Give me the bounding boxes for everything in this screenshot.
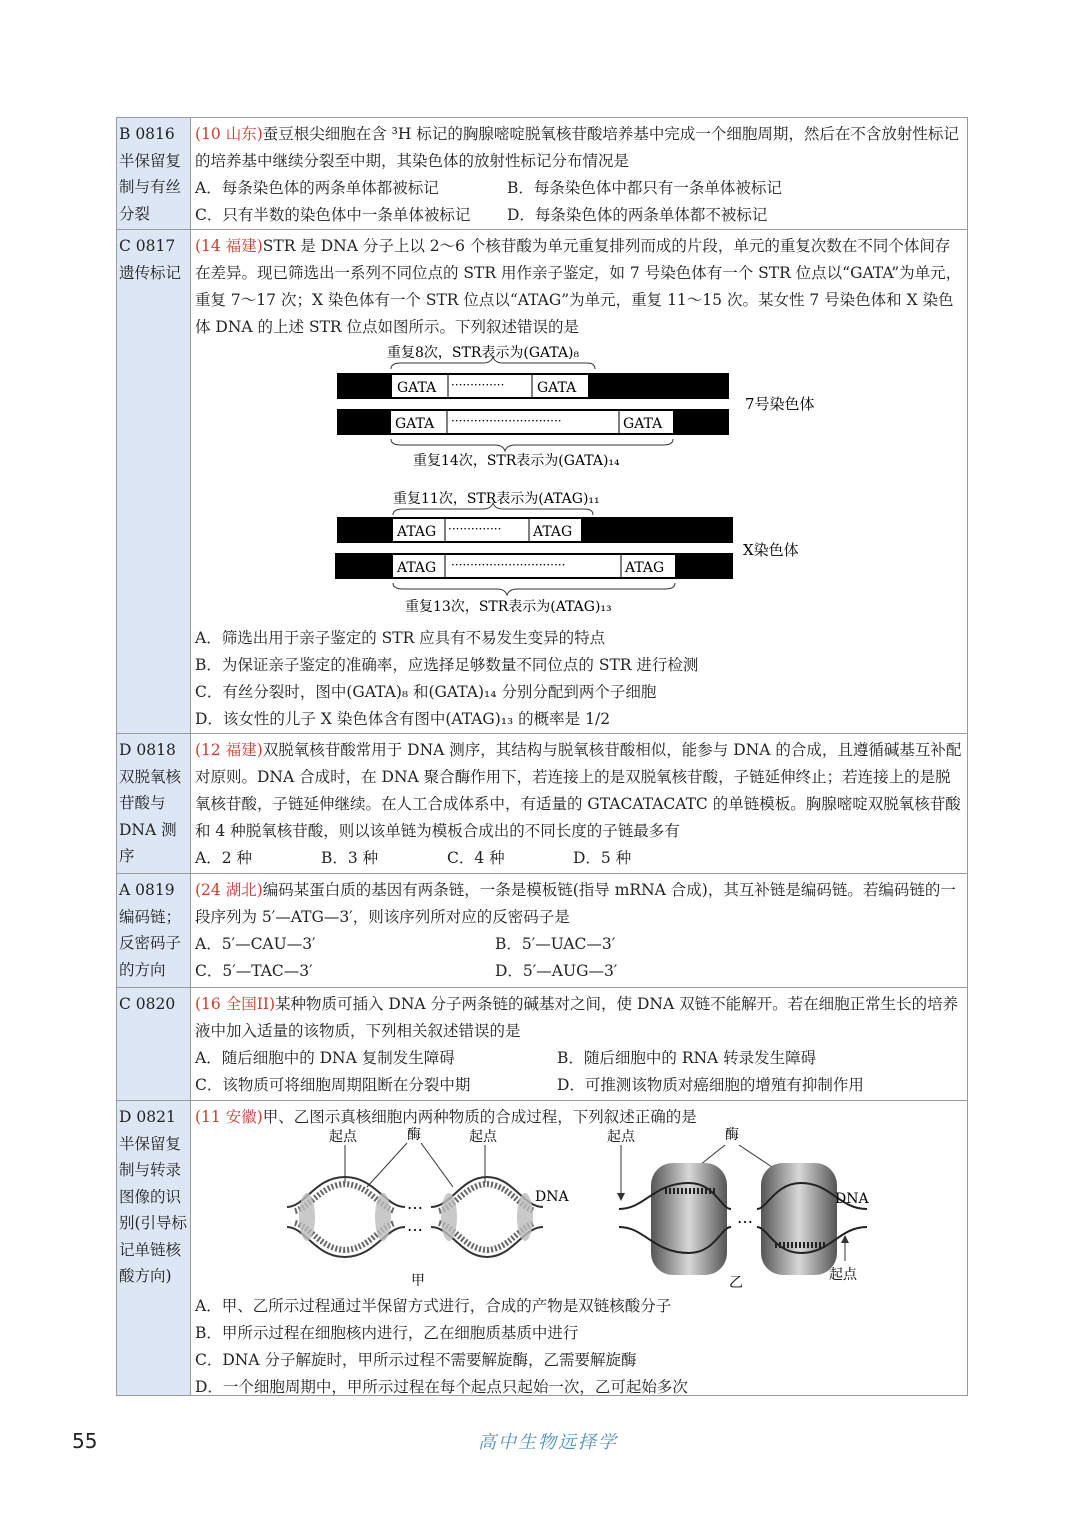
unit-gata: GATA [397, 380, 437, 396]
answer-cell [117, 734, 191, 873]
brace [393, 583, 675, 595]
answer-cell [117, 988, 191, 1100]
answer-cell [117, 118, 191, 229]
unit-gata: GATA [623, 416, 663, 432]
question-source: (14 福建) [195, 237, 263, 255]
answer-label: A 0819 [119, 881, 175, 899]
option-b: B．甲所示过程在细胞核内进行，乙在细胞质基质中进行 [195, 1324, 579, 1342]
answer-label: D 0821 [119, 1108, 176, 1126]
question-body [191, 734, 967, 873]
dots: ·············· [448, 522, 502, 536]
topic-line: 反密码子 [119, 934, 182, 952]
enzyme-body [761, 1163, 837, 1275]
topic-line: 的方向 [119, 960, 166, 979]
answer-cell [117, 1101, 191, 1395]
topic-line: 遗传标记 [119, 263, 182, 282]
dots: ····························· [451, 414, 562, 428]
enzyme-label: 酶 [725, 1127, 739, 1143]
chromosome-x-label: X染色体 [743, 541, 799, 559]
origin-label: 起点 [607, 1129, 635, 1145]
topic-line: DNA 测序 [119, 820, 177, 865]
question-source: (11 安徽) [195, 1108, 263, 1126]
option-a: A．5′—CAU—3′ [195, 935, 316, 953]
topic-line: 制与转录 [119, 1161, 182, 1179]
dots: ·············· [451, 378, 505, 392]
label-gata8: 重复8次，STR表示为(GATA)₈ [387, 345, 580, 361]
topic-line: 分裂 [119, 204, 151, 223]
topic-line: 别(引导标 [119, 1214, 188, 1232]
option-c: C．4 种 [447, 849, 505, 867]
question-row-0819 [117, 874, 967, 988]
dots: ······························ [451, 558, 566, 572]
option-b: B．3 种 [321, 849, 379, 867]
label-atag13: 重复13次，STR表示为(ATAG)₁₃ [405, 599, 612, 615]
option-c: C．5′—TAC—3′ [195, 962, 313, 980]
replication-diagram [195, 1127, 955, 1289]
question-row-0818 [117, 734, 967, 874]
question-stem: STR 是 DNA 分子上以 2～6 个核苷酸为单元重复排列而成的片段，单元的重复次数在不同个体间存在差异。现已筛选出一系列不同位点的 STR 用作亲子鉴定，如 7 号染色体有一个 STR 位点以“GATA”为单元，重复 7～17 次；X 染色体有一个 STR 位点以“ATAG”为单元，重复 11～15 次。某女性 7 号染色体和 X 染色体 DNA 的上述 STR 位点如图所示。下列叙述错误的是 [195, 237, 962, 336]
dna-label: DNA [835, 1191, 869, 1207]
options [195, 845, 963, 872]
origin-label: 起点 [329, 1129, 357, 1145]
ellipsis: … [407, 1194, 423, 1213]
brace [391, 439, 673, 451]
label-atag11: 重复11次，STR表示为(ATAG)₁₁ [393, 491, 600, 507]
answer-label: C 0817 [119, 237, 176, 255]
answer-label: C 0820 [119, 995, 176, 1013]
topic-line: 苷酸与 [119, 794, 166, 812]
topic-line: 酸方向) [119, 1267, 172, 1285]
question-source: (24 湖北) [195, 881, 263, 899]
replication-figure [195, 1127, 963, 1293]
option-a: A．2 种 [195, 849, 252, 867]
topic-line: 记单链核 [119, 1240, 182, 1259]
option-d: D．该女性的儿子 X 染色体含有图中(ATAG)₁₃ 的概率是 1/2 [195, 710, 611, 728]
question-body [191, 988, 967, 1100]
topic-line: 半保留复 [119, 1134, 182, 1153]
options [195, 931, 963, 985]
question-body [191, 118, 967, 229]
option-c: C．只有半数的染色体中一条单体被标记 [195, 206, 471, 224]
figure-jia-label: 甲 [411, 1273, 425, 1289]
question-body [191, 1101, 967, 1395]
question-stem: 甲、乙图示真核细胞内两种物质的合成过程，下列叙述正确的是 [262, 1108, 697, 1126]
dna-label: DNA [535, 1189, 569, 1205]
origin-label: 起点 [829, 1267, 857, 1283]
unit-atag: ATAG [397, 560, 437, 576]
option-c: C．有丝分裂时，图中(GATA)₈ 和(GATA)₁₄ 分别分配到两个子细胞 [195, 683, 657, 701]
question-row-0820 [117, 988, 967, 1101]
str-figure [195, 341, 963, 625]
question-source: (10 山东) [195, 125, 263, 143]
option-c: C．该物质可将细胞周期阻断在分裂中期 [195, 1076, 471, 1094]
options [195, 1045, 963, 1099]
topic-line: 编码链； [119, 907, 182, 926]
option-b: B．每条染色体中都只有一条单体被标记 [507, 179, 782, 197]
option-a: A．随后细胞中的 DNA 复制发生障碍 [195, 1049, 455, 1067]
option-b: B．随后细胞中的 RNA 转录发生障碍 [557, 1049, 817, 1067]
question-row-0821 [117, 1101, 967, 1396]
chromosome-7-label: 7号染色体 [745, 395, 815, 413]
option-d: D．5′—AUG—3′ [495, 962, 618, 980]
option-c: C．DNA 分子解旋时，甲所示过程不需要解旋酶，乙需要解旋酶 [195, 1351, 637, 1369]
unit-gata: GATA [537, 380, 577, 396]
enzyme-body [651, 1163, 727, 1275]
option-a: A．筛选出用于亲子鉴定的 STR 应具有不易发生变异的特点 [195, 629, 606, 647]
answer-cell [117, 874, 191, 987]
option-b: B．5′—UAC—3′ [495, 935, 616, 953]
question-stem: 双脱氧核苷酸常用于 DNA 测序，其结构与脱氧核苷酸相似，能参与 DNA 的合成，且遵循碱基互补配对原则。DNA 合成时，在 DNA 聚合酶作用下，若连接上的是双脱氧核苷酸，子链延伸终止；若连接上的是脱氧核苷酸，子链延伸继续。在人工合成体系中，有适量的 GTACATACATC 的单链模板。胸腺嘧啶双脱氧核苷酸和 4 种脱氧核苷酸，则以该单链为模板合成出的不同长度的子链最多有 [195, 741, 962, 840]
figure-yi-label: 乙 [729, 1275, 743, 1289]
page-number: 55 [72, 1429, 98, 1453]
option-a: A．甲、乙所示过程通过半保留方式进行，合成的产物是双链核酸分子 [195, 1297, 672, 1315]
option-d: D．一个细胞周期中，甲所示过程在每个起点只起始一次，乙可起始多次 [195, 1378, 688, 1396]
topic-line: 图像的识 [119, 1187, 182, 1206]
question-row-0817 [117, 230, 967, 734]
str-diagram [195, 341, 955, 625]
option-d: D．每条染色体的两条单体都不被标记 [507, 206, 768, 224]
question-stem: 某种物质可插入 DNA 分子两条链的碱基对之间，使 DNA 双链不能解开。若在细胞正常生长的培养液中加入适量的该物质，下列相关叙述错误的是 [195, 995, 959, 1040]
ellipsis: … [737, 1208, 753, 1227]
answer-label: D 0818 [119, 741, 176, 759]
unit-atag: ATAG [533, 524, 573, 540]
topic-line: 半保留复 [119, 151, 182, 170]
label-gata14: 重复14次，STR表示为(GATA)₁₄ [413, 453, 620, 469]
option-a: A．每条染色体的两条单体都被标记 [195, 179, 439, 197]
brand-watermark: 高中生物远择学 [478, 1432, 618, 1453]
unit-atag: ATAG [625, 560, 665, 576]
unit-gata: GATA [395, 416, 435, 432]
options [195, 175, 963, 229]
question-source: (16 全国II) [195, 995, 275, 1013]
question-body [191, 874, 967, 987]
answer-label: B 0816 [119, 125, 175, 143]
ellipsis: … [407, 1216, 423, 1235]
topic-line: 双脱氧核 [119, 767, 182, 786]
option-d: D．5 种 [573, 849, 632, 867]
answer-cell [117, 230, 191, 733]
question-stem: 编码某蛋白质的基因有两条链，一条是模板链(指导 mRNA 合成)，其互补链是编码链。若编码链的一段序列为 5′—ATG—3′，则该序列所对应的反密码子是 [195, 881, 956, 926]
enzyme-label: 酶 [407, 1127, 421, 1143]
question-table [116, 117, 968, 1396]
question-source: (12 福建) [195, 741, 263, 759]
option-d: D．可推测该物质对癌细胞的增殖有抑制作用 [557, 1076, 864, 1094]
question-body [191, 230, 967, 733]
unit-atag: ATAG [397, 524, 437, 540]
topic-line: 制与有丝 [119, 178, 182, 196]
origin-label: 起点 [469, 1129, 497, 1145]
question-stem: 蚕豆根尖细胞在含 ³H 标记的胸腺嘧啶脱氧核苷酸培养基中完成一个细胞周期，然后在不含放射性标记的培养基中继续分裂至中期，其染色体的放射性标记分布情况是 [195, 125, 959, 170]
option-b: B．为保证亲子鉴定的准确率，应选择足够数量不同位点的 STR 进行检测 [195, 656, 699, 674]
question-row-0816 [117, 118, 967, 230]
